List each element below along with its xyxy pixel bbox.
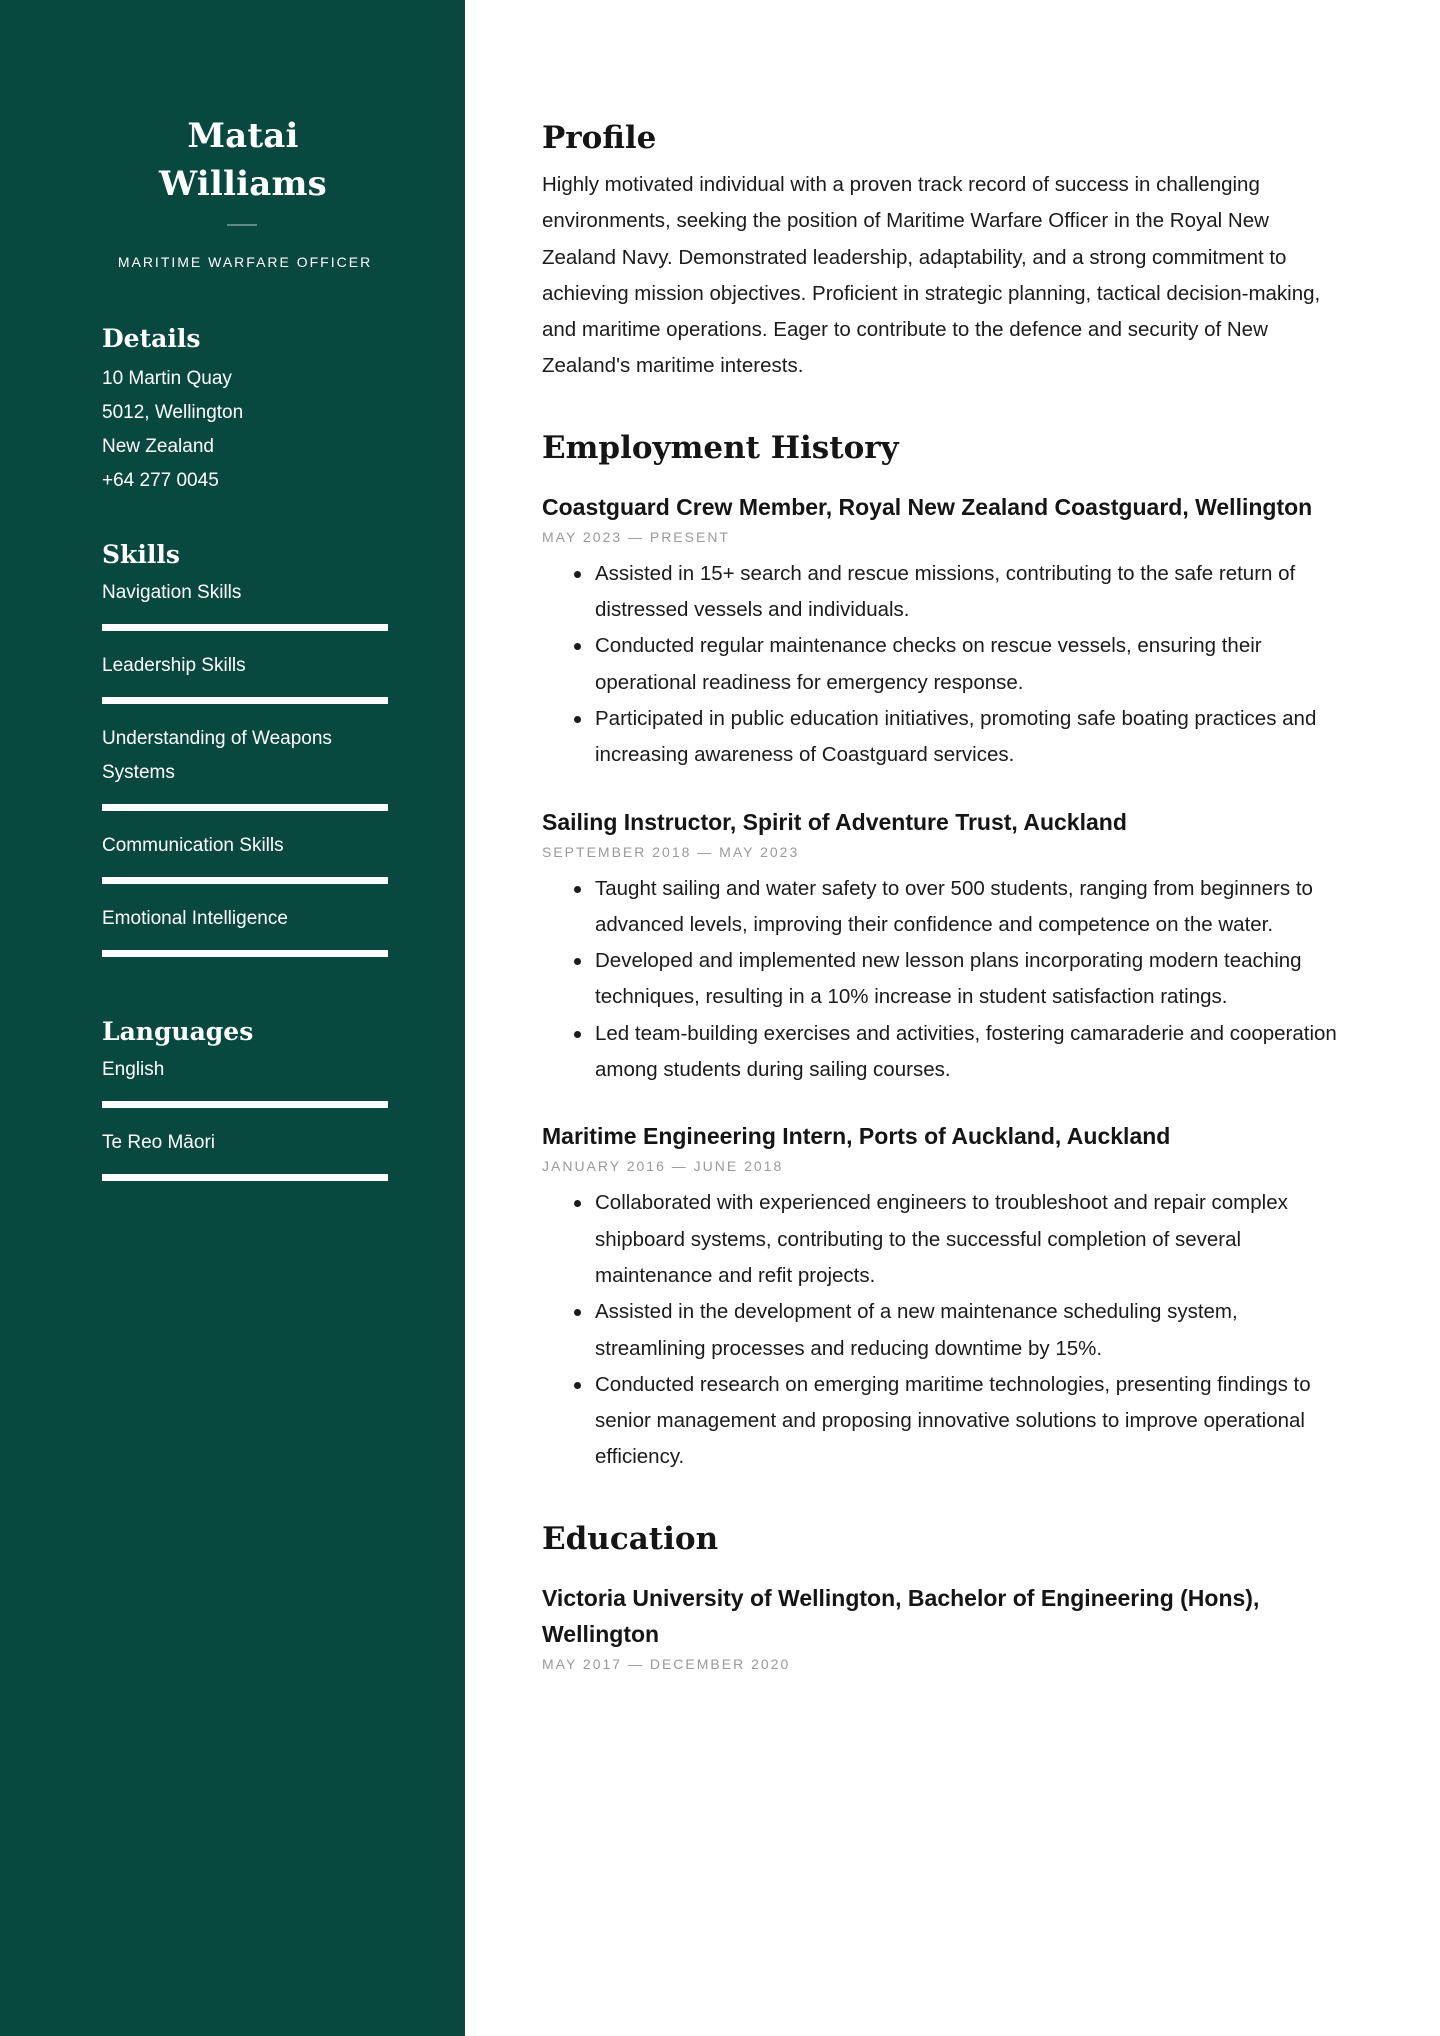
language-level-bar [102,1101,388,1108]
languages-heading: Languages [102,1017,254,1046]
job-bullet: Developed and implemented new lesson plans incorporating modern teaching techniques, resulting in a 10% increase in student satisfaction ratings. [595,943,1342,1016]
job-entry [542,489,1342,774]
job-bullets [542,1185,1342,1475]
job-dates: JANUARY 2016 — JUNE 2018 [542,1158,784,1175]
education-entry [542,1580,1342,1674]
language-label: English [102,1059,165,1080]
language-level-fill [102,1101,388,1108]
skill-label: Communication Skills [102,835,284,856]
job-bullets [542,871,1342,1089]
education-dates: MAY 2017 — DECEMBER 2020 [542,1655,791,1672]
job-title: Sailing Instructor, Spirit of Adventure Trust, Auckland [542,808,1127,835]
skill-level-fill [102,804,388,811]
name-divider [227,224,257,226]
job-bullet: Led team-building exercises and activities, fostering camaraderie and cooperation among students during sailing courses. [595,1016,1342,1089]
detail-phone: +64 277 0045 [102,470,219,491]
detail-address-city: 5012, Wellington [102,402,244,423]
job-title: Coastguard Crew Member, Royal New Zealand Coastguard, Wellington [542,493,1313,520]
skill-level-fill [102,950,388,957]
job-bullet: Assisted in 15+ search and rescue missions, contributing to the safe return of distressed vessels and individuals. [595,556,1342,629]
person-name: Matai Williams [159,116,327,204]
language-item [102,1126,388,1181]
skill-level-fill [102,697,388,704]
job-dates: MAY 2023 — PRESENT [542,528,730,545]
skill-level-bar [102,950,388,957]
skill-item [102,576,388,631]
sidebar [0,0,465,2036]
detail-address-street: 10 Martin Quay [102,368,232,389]
skill-level-fill [102,877,388,884]
job-bullets [542,556,1342,774]
profile-text: Highly motivated individual with a proven track record of success in challenging environments, seeking the position of Maritime Warfare Officer in the Royal New Zealand Navy. Demonstrated leadership, adaptability, and a strong commitment to achieving mission objectives. Proficient in strategic planning, tactical decision-making, and maritime operations. Eager to contribute to the defence and security of New Zealand's maritime interests. [542,173,1321,378]
skill-level-fill [102,624,388,631]
skill-item [102,722,388,811]
skill-level-bar [102,877,388,884]
job-bullet: Collaborated with experienced engineers to troubleshoot and repair complex shipboard systems, contributing to the successful completion of several maintenance and refit projects. [595,1185,1342,1294]
language-level-bar [102,1174,388,1181]
skill-item [102,902,388,957]
languages-list [102,1053,387,1181]
job-bullet: Conducted research on emerging maritime technologies, presenting findings to senior management and proposing innovative solutions to improve operational efficiency. [595,1367,1342,1476]
skill-level-bar [102,624,388,631]
skill-item [102,829,388,884]
job-bullet: Conducted regular maintenance checks on rescue vessels, ensuring their operational readiness for emergency response. [595,628,1342,701]
job-entry [542,1118,1342,1475]
job-bullet: Assisted in the development of a new maintenance scheduling system, streamlining processes and reducing downtime by 15%. [595,1294,1342,1367]
skill-label: Understanding of Weapons Systems [102,728,332,783]
job-entry [542,804,1342,1089]
skill-label: Emotional Intelligence [102,908,288,929]
profile-heading: Profile [542,120,657,156]
job-bullet: Participated in public education initiatives, promoting safe boating practices and increasing awareness of Coastguard services. [595,701,1342,774]
job-dates: SEPTEMBER 2018 — MAY 2023 [542,843,800,860]
skill-level-bar [102,804,388,811]
details-list [102,362,387,498]
skill-item [102,649,388,704]
language-label: Te Reo Māori [102,1132,215,1153]
skills-heading: Skills [102,540,180,569]
person-job-title: MARITIME WARFARE OFFICER [117,254,373,270]
detail-address-country: New Zealand [102,436,214,457]
job-title: Maritime Engineering Intern, Ports of Auckland, Auckland [542,1123,1171,1150]
skills-list [102,576,387,957]
employment-heading: Employment History [542,429,899,466]
skill-label: Leadership Skills [102,655,246,676]
language-level-fill [102,1174,388,1181]
skill-label: Navigation Skills [102,582,242,603]
details-heading: Details [102,324,201,353]
skill-level-bar [102,697,388,704]
job-bullet: Taught sailing and water safety to over 500 students, ranging from beginners to advanced levels, improving their confidence and competence on the water. [595,871,1342,944]
education-heading: Education [542,1520,719,1557]
language-item [102,1053,388,1108]
main-content [542,0,1342,1674]
education-title: Victoria University of Wellington, Bachelor of Engineering (Hons), Wellington [542,1584,1260,1647]
